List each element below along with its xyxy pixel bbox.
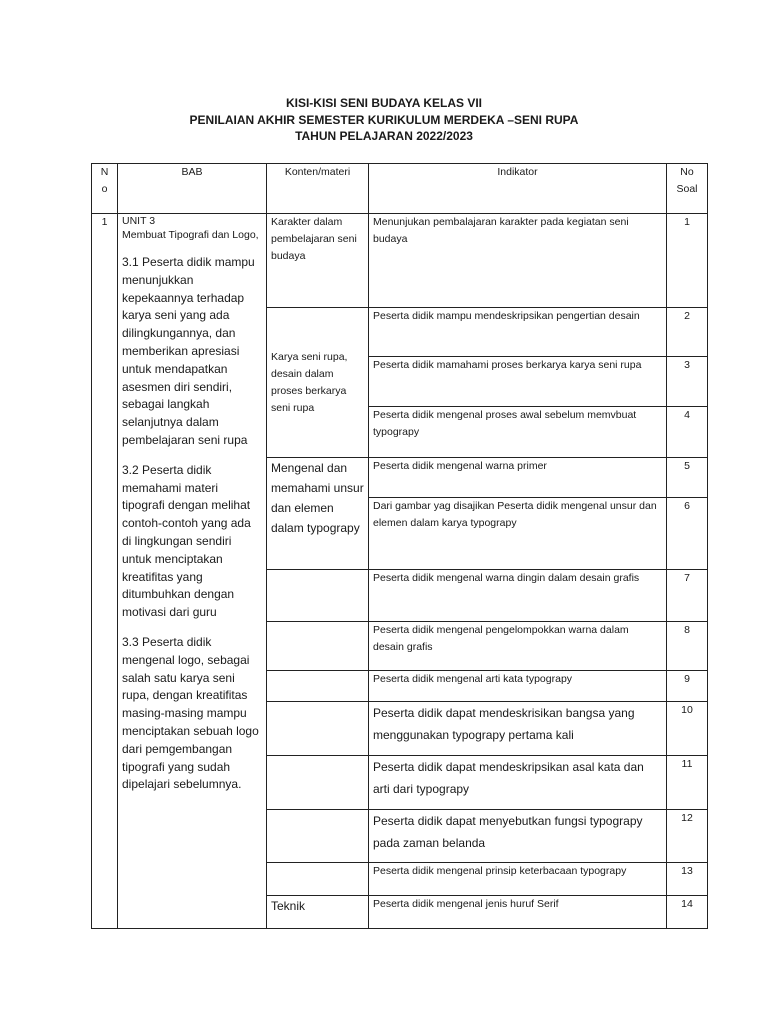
konten-cell xyxy=(267,810,369,863)
indikator-cell: Peserta didik mengenal arti kata typograpy xyxy=(369,671,667,702)
soal-number: 13 xyxy=(667,863,708,896)
soal-number: 7 xyxy=(667,570,708,622)
indikator-cell: Peserta didik mengenal proses awal sebelum memvbuat typograpy xyxy=(369,407,667,458)
konten-cell xyxy=(267,756,369,810)
title-line-1: KISI-KISI SENI BUDAYA KELAS VII xyxy=(285,96,483,110)
soal-number: 5 xyxy=(667,458,708,498)
bab-unit-title: Membuat Tipografi dan Logo, xyxy=(122,229,259,241)
konten-cell xyxy=(267,622,369,671)
indikator-cell: Peserta didik mengenal warna primer xyxy=(369,458,667,498)
indikator-cell: Menunjukan pembalajaran karakter pada kegiatan seni budaya xyxy=(369,214,667,308)
soal-number: 9 xyxy=(667,671,708,702)
header-bab: BAB xyxy=(118,164,267,214)
header-konten: Konten/materi xyxy=(267,164,369,214)
soal-number: 11 xyxy=(667,756,708,810)
title-line-2: PENILAIAN AKHIR SEMESTER KURIKULUM MERDEKA –SENI RUPA xyxy=(189,112,579,127)
konten-cell xyxy=(267,570,369,622)
konten-cell xyxy=(267,863,369,896)
soal-number: 8 xyxy=(667,622,708,671)
konten-cell xyxy=(267,671,369,702)
indikator-cell: Peserta didik mampu mendeskripsikan pengertian desain xyxy=(369,308,667,357)
indikator-cell: Peserta didik mengenal prinsip keterbacaan typograpy xyxy=(369,863,667,896)
indikator-cell: Peserta didik dapat mendeskripsikan asal kata dan arti dari typograpy xyxy=(369,756,667,810)
konten-cell: Karakter dalam pembelajaran seni budaya xyxy=(267,214,369,308)
soal-number: 4 xyxy=(667,407,708,458)
indikator-cell: Peserta didik dapat menyebutkan fungsi typograpy pada zaman belanda xyxy=(369,810,667,863)
soal-number: 2 xyxy=(667,308,708,357)
konten-cell xyxy=(267,702,369,756)
soal-number: 3 xyxy=(667,357,708,407)
bab-section: 3.1 Peserta didik mampu menunjukkan kepekaannya terhadap karya seni yang ada dilingkungannya, dan memberikan apresiasi untuk mendapatkan asesmen diri sendiri, sebagai langkah selanjutnya dalam pembelajaran seni rupa xyxy=(122,255,255,447)
bab-section: 3.3 Peserta didik mengenal logo, sebagai salah satu karya seni rupa, dengan kreatifitas masing-masing mampu menciptakan sebuah logo dari pemgembangan tipografi yang sudah dipelajari sebelumnya. xyxy=(122,634,259,792)
soal-number: 10 xyxy=(667,702,708,756)
konten-cell: Mengenal dan memahami unsur dan elemen dalam typograpy xyxy=(267,458,369,570)
header-no: N o xyxy=(92,164,118,214)
indikator-cell: Dari gambar yag disajikan Peserta didik mengenal unsur dan elemen dalam karya typograpy xyxy=(369,498,667,570)
soal-number: 1 xyxy=(667,214,708,308)
bab-cell xyxy=(118,214,267,929)
indikator-cell: Peserta didik mengenal pengelompokkan warna dalam desain grafis xyxy=(369,622,667,671)
bab-unit: UNIT 3 xyxy=(122,215,156,227)
row-number: 1 xyxy=(92,214,118,929)
header-row xyxy=(92,164,708,214)
bab-section: 3.2 Peserta didik memahami materi tipografi dengan melihat contoh-contoh yang ada di lingkungan sendiri untuk menciptakan kreatifitas yang ditumbuhkan dengan motivasi dari guru xyxy=(122,462,251,620)
soal-number: 12 xyxy=(667,810,708,863)
indikator-cell: Peserta didik dapat mendeskrisikan bangsa yang menggunakan typograpy pertama kali xyxy=(369,702,667,756)
indikator-cell: Peserta didik mamahami proses berkarya karya seni rupa xyxy=(369,357,667,407)
title-line-3: TAHUN PELAJARAN 2022/2023 xyxy=(295,129,473,143)
kisi-kisi-table xyxy=(91,163,708,929)
soal-number: 14 xyxy=(667,896,708,929)
header-indikator: Indikator xyxy=(369,164,667,214)
table-row xyxy=(92,214,708,308)
konten-cell: Karya seni rupa, desain dalam proses berkarya seni rupa xyxy=(267,308,369,458)
soal-number: 6 xyxy=(667,498,708,570)
indikator-cell: Peserta didik mengenal jenis huruf Serif xyxy=(369,896,667,929)
indikator-cell: Peserta didik mengenal warna dingin dalam desain grafis xyxy=(369,570,667,622)
konten-cell: Teknik xyxy=(267,896,369,929)
header-no-soal: No Soal xyxy=(667,164,708,214)
document-title xyxy=(0,95,768,145)
